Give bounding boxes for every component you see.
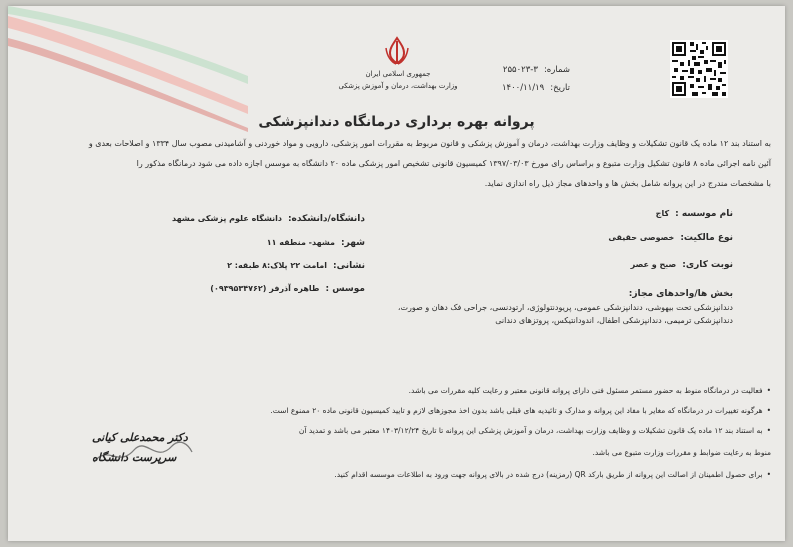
note-2 — [270, 406, 771, 415]
city-label: شهر: — [341, 238, 365, 248]
shift-label: نوبت کاری: — [682, 260, 733, 270]
note-3-cont-text: منوط به رعایت ضوابط و مقررات وزارت متبوع می باشد. — [592, 448, 771, 457]
bullet-icon: • — [766, 386, 771, 395]
field-city — [267, 238, 365, 248]
note-3-text: به استناد بند ۱۲ ماده یک قانون تشکیلات و وظایف وزارت بهداشت، درمان و آموزش پزشکی این پروانه تا تاریخ ۱۴۰۳/۱۲/۲۴ معتبر می باشد و تمدید آن — [298, 426, 763, 435]
sections-label: بخش ها/واحدهای مجاز: — [628, 289, 733, 299]
university-value: دانشگاه علوم پزشکی مشهد — [172, 214, 282, 223]
note-4 — [334, 470, 771, 479]
ownership-label: نوع مالکیت: — [680, 233, 733, 243]
field-ownership — [608, 233, 733, 243]
license-date-value: ۱۴۰۰/۱۱/۱۹ — [501, 83, 545, 93]
field-address — [227, 261, 365, 271]
founder-label: موسس : — [325, 284, 365, 294]
bullet-icon: • — [766, 426, 771, 435]
field-university — [172, 214, 365, 224]
ownership-value: خصوصی حقیقی — [608, 233, 675, 242]
city-value: مشهد- منطقه ۱۱ — [266, 238, 335, 247]
institution-value: کاج — [655, 209, 670, 218]
address-value: امامت ۲۲ پلاک:۸ طبقه: ۲ — [227, 261, 327, 270]
intro-line-3: با مشخصات مندرج در این پروانه شامل بخش ها و واحدهای مجاز ذیل راه اندازی نماید. — [484, 179, 771, 188]
institution-label: نام موسسه : — [675, 209, 733, 219]
note-1-text: فعالیت در درمانگاه منوط به حضور مستمر مسئول فنی دارای پروانه قانونی معتبر و رعایت کلیه مقررات می باشد. — [408, 386, 763, 395]
license-number-value: ۳-۲۵۵۰۲۳ — [502, 65, 538, 75]
founder-value: طاهره آذرفر (۰۹۳۹۵۳۴۷۶۲) — [210, 284, 320, 293]
shift-value: صبح و عصر — [630, 260, 677, 269]
license-sheet — [8, 6, 785, 541]
note-4-text: برای حصول اطمینان از اصالت این پروانه از طریق بارکد QR (رمزینه) درج شده در بالای پروانه جهت ورود به اطلاعات موسسه اقدام کنید. — [334, 470, 763, 479]
sections-line-2: دندانپزشکی ترمیمی، دندانپزشکی اطفال، اندودانتیکس، پروتزهای دندانی — [495, 316, 733, 325]
signature-name: دکتر محمدعلی کیانی — [92, 431, 188, 444]
document-title: پروانه بهره برداری درمانگاه دندانپزشکی — [258, 114, 535, 130]
signature-title: سرپرست دانشگاه — [92, 451, 177, 464]
note-3 — [298, 426, 771, 435]
bullet-icon: • — [766, 470, 771, 479]
qr-code-icon — [670, 40, 728, 98]
license-number-label: شماره: — [543, 65, 570, 75]
university-label: دانشگاه/دانشکده: — [287, 214, 365, 224]
header-ministry: وزارت بهداشت، درمان و آموزش پزشکی — [338, 82, 458, 90]
note-3-cont — [351, 448, 771, 457]
license-number — [503, 65, 570, 75]
note-1 — [351, 386, 771, 395]
intro-line-1: به استناد بند ۱۲ ماده یک قانون تشکیلات و وظایف وزارت بهداشت، درمان و آموزش پزشکی و قانون مربوط به مقررات امور پزشکی، دارویی و مواد خوردنی و آشامیدنی مصوب سال ۱۳۳۴ و اصلاحات بعدی و — [88, 139, 771, 148]
field-founder — [210, 284, 365, 294]
bullet-icon: • — [766, 406, 771, 415]
field-shift — [631, 260, 733, 270]
signature-scribble-icon — [88, 424, 198, 474]
note-2-text: هرگونه تغییرات در درمانگاه که مغایر با مفاد این پروانه و مدارک و تائیدیه های قبلی باشد بدون اخذ مجوزهای لازم و تایید کمیسیون قانونی ماده ۲۰ ممنوع است. — [270, 406, 763, 415]
license-date-label: تاریخ: — [550, 83, 570, 93]
intro-line-2: آئین نامه اجرائی ماده ۸ قانون تشکیل وزارت متبوع و براساس رای مورخ ۱۳۹۷/۰۳/۰۳ کمیسیون قانونی تشخیص امور پزشکی ماده ۲۰ دانشگاه به موسس اجازه داده می شود درمانگاه مذکور را — [136, 159, 771, 168]
iran-emblem-icon — [384, 36, 410, 66]
address-label: نشانی: — [332, 261, 365, 271]
sections-line-1: دندانپزشکی تحت بیهوشی، دندانپزشکی عمومی، پریودنتولوژی، ارتودنسی، جراحی فک دهان و صورت، — [397, 303, 733, 312]
header-country: جمهوری اسلامی ایران — [365, 70, 431, 78]
license-date — [502, 83, 570, 93]
field-institution — [656, 209, 733, 219]
